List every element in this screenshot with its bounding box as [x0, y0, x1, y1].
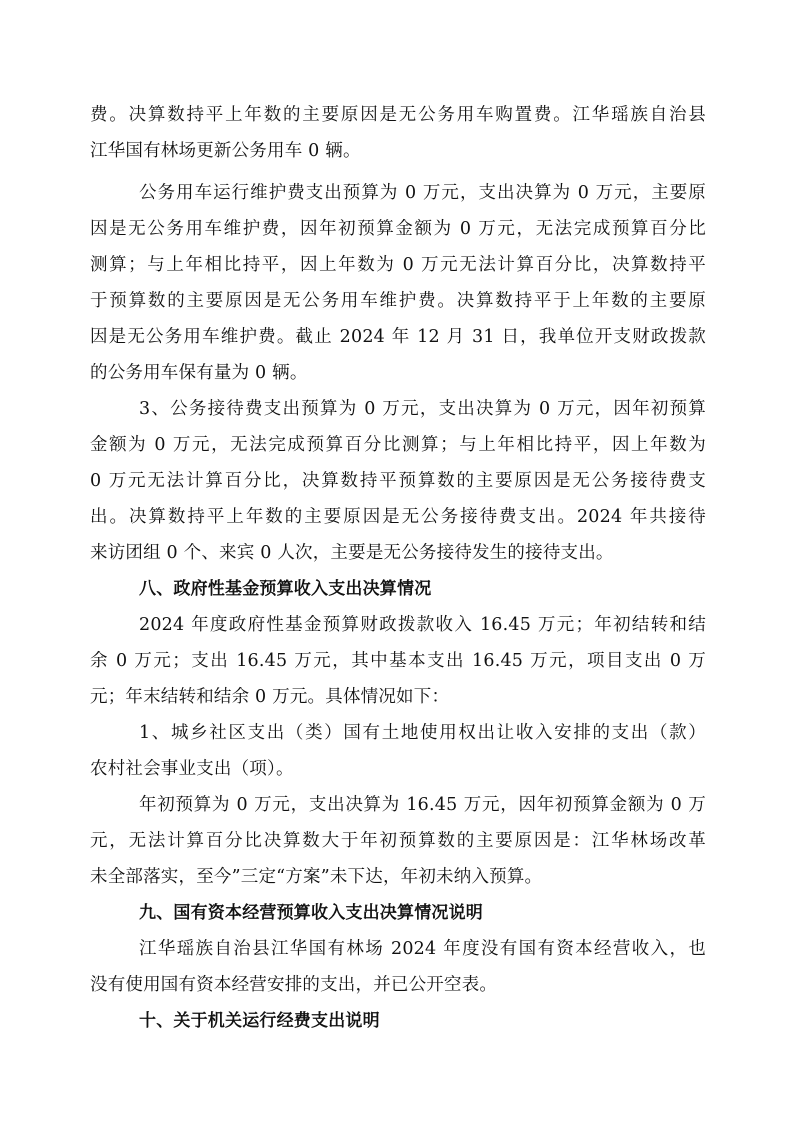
paragraph-line: 2024 年度政府性基金预算财政拨款收入 16.45 万元；年初结转和结: [139, 615, 706, 635]
paragraph-line: 公务用车运行维护费支出预算为 0 万元，支出决算为 0 万元，主要原: [139, 183, 706, 203]
paragraph-line: 年初预算为 0 万元，支出决算为 16.45 万元，因年初预算金额为 0 万: [139, 795, 706, 815]
paragraph-line: 江华瑶族自治县江华国有林场 2024 年度没有国有资本经营收入，也: [139, 939, 706, 959]
paragraph-line: 3、公务接待费支出预算为 0 万元，支出决算为 0 万元，因年初预算: [139, 399, 706, 419]
paragraph-line: 元，无法计算百分比决算数大于年初预算数的主要原因是：江华林场改革: [90, 831, 706, 851]
paragraph-line: 的公务用车保有量为 0 辆。: [90, 363, 308, 383]
paragraph-line: 因是无公务用车维护费。截止 2024 年 12 月 31 日，我单位开支财政拨款: [90, 327, 706, 347]
paragraph-line: 未全部落实，至今”三定“方案”未下达，年初未纳入预算。: [90, 867, 543, 887]
paragraph-line: 农村社会事业支出（项）。: [90, 759, 294, 779]
paragraph-line: 金额为 0 万元，无法完成预算百分比测算；与上年相比持平，因上年数为: [90, 435, 706, 455]
paragraph-line: 1、城乡社区支出（类）国有土地使用权出让收入安排的支出（款）: [139, 723, 706, 743]
paragraph-line: 于预算数的主要原因是无公务用车维护费。决算数持平于上年数的主要原: [90, 291, 706, 311]
paragraph-line: 江华国有林场更新公务用车 0 辆。: [90, 141, 361, 161]
section-heading-10: 十、关于机关运行经费支出说明: [139, 1011, 380, 1031]
paragraph-line: 来访团组 0 个、来宾 0 人次，主要是无公务接待发生的接待支出。: [90, 543, 614, 563]
section-heading-9: 九、国有资本经营预算收入支出决算情况说明: [139, 903, 483, 923]
paragraph-line: 因是无公务用车维护费，因年初预算金额为 0 万元，无法完成预算百分比: [90, 219, 706, 239]
paragraph-line: 出。决算数持平上年数的主要原因是无公务接待费支出。2024 年共接待: [90, 507, 706, 527]
paragraph-line: 0 万元无法计算百分比，决算数持平预算数的主要原因是无公务接待费支: [90, 471, 706, 491]
paragraph-line: 费。决算数持平上年数的主要原因是无公务用车购置费。江华瑶族自治县: [90, 105, 706, 125]
paragraph-line: 测算；与上年相比持平，因上年数为 0 万元无法计算百分比，决算数持平: [90, 255, 706, 275]
section-heading-8: 八、政府性基金预算收入支出决算情况: [139, 579, 432, 599]
paragraph-line: 没有使用国有资本经营安排的支出，并已公开空表。: [90, 975, 498, 995]
paragraph-line: 余 0 万元；支出 16.45 万元，其中基本支出 16.45 万元，项目支出 0 万: [90, 651, 706, 671]
paragraph-line: 元；年末结转和结余 0 万元。具体情况如下：: [90, 687, 450, 707]
